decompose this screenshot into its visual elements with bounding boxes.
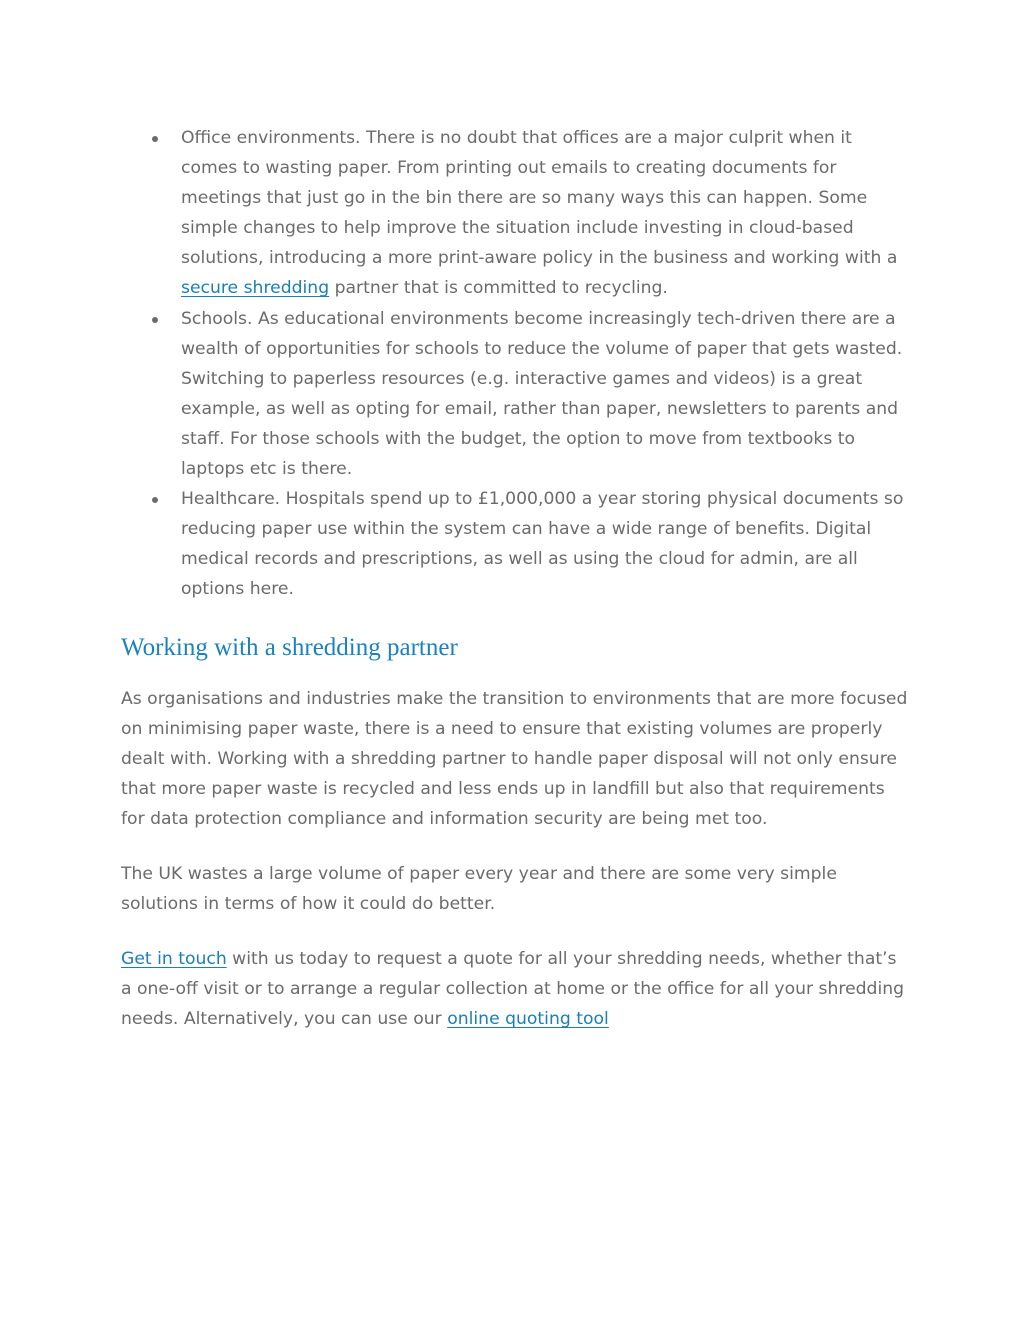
bullet-icon xyxy=(152,317,158,323)
get-in-touch-link[interactable]: Get in touch xyxy=(121,949,227,970)
online-quoting-tool-link[interactable]: online quoting tool xyxy=(447,1009,609,1030)
paragraph-shredding-partner: As organisations and industries make the transition to environments that are more focused on minimising paper waste, there is a need to ensure that existing volumes are properly dealt with. Working with a shredding partner to handle paper disposal will not only ensure that more paper waste is recycled and less ends up in landfill but also that requirements for data protection compliance and information security are being met too. xyxy=(121,688,908,829)
list-item-office xyxy=(181,123,911,304)
paragraph-get-in-touch xyxy=(121,944,911,1034)
bullet-icon xyxy=(152,136,158,142)
paragraph-text: with us today to request a quote for all your shredding needs, whether that’s a one-off visit or to arrange a regular collection at home or the office for all your shredding needs. Alternatively, you can use our xyxy=(121,949,905,1030)
secure-shredding-link[interactable]: secure shredding xyxy=(181,278,330,299)
bullet-list xyxy=(121,123,911,605)
document-page xyxy=(121,123,911,1034)
paragraph-uk-waste: The UK wastes a large volume of paper every year and there are some very simple solutions in terms of how it could do better. xyxy=(121,863,837,915)
list-item-text: Schools. As educational environments become increasingly tech-driven there are a wealth of opportunities for schools to reduce the volume of paper that gets wasted. Switching to paperless resources (e.g. interactive games and videos) is a great example, as well as opting for email, rather than paper, newsletters to parents and staff. For those schools with the budget, the option to move from textbooks to laptops etc is there. xyxy=(181,308,903,480)
list-item-schools xyxy=(181,304,911,485)
list-item-text: Office environments. There is no doubt that offices are a major culprit when it comes to wasting paper. From printing out emails to creating documents for meetings that just go in the bin there are so many ways this can happen. Some simple changes to help improve the situation include investing in cloud-based solutions, introducing a more print-aware policy in the business and working with a xyxy=(181,128,898,269)
list-item-healthcare xyxy=(181,484,911,604)
list-item-text: partner that is committed to recycling. xyxy=(329,278,668,299)
section-heading: Working with a shredding partner xyxy=(121,633,458,661)
bullet-icon xyxy=(152,497,158,503)
list-item-text: Healthcare. Hospitals spend up to £1,000,000 a year storing physical documents so reducing paper use within the system can have a wide range of benefits. Digital medical records and prescriptions, as well as using the cloud for admin, are all options here. xyxy=(181,489,904,600)
